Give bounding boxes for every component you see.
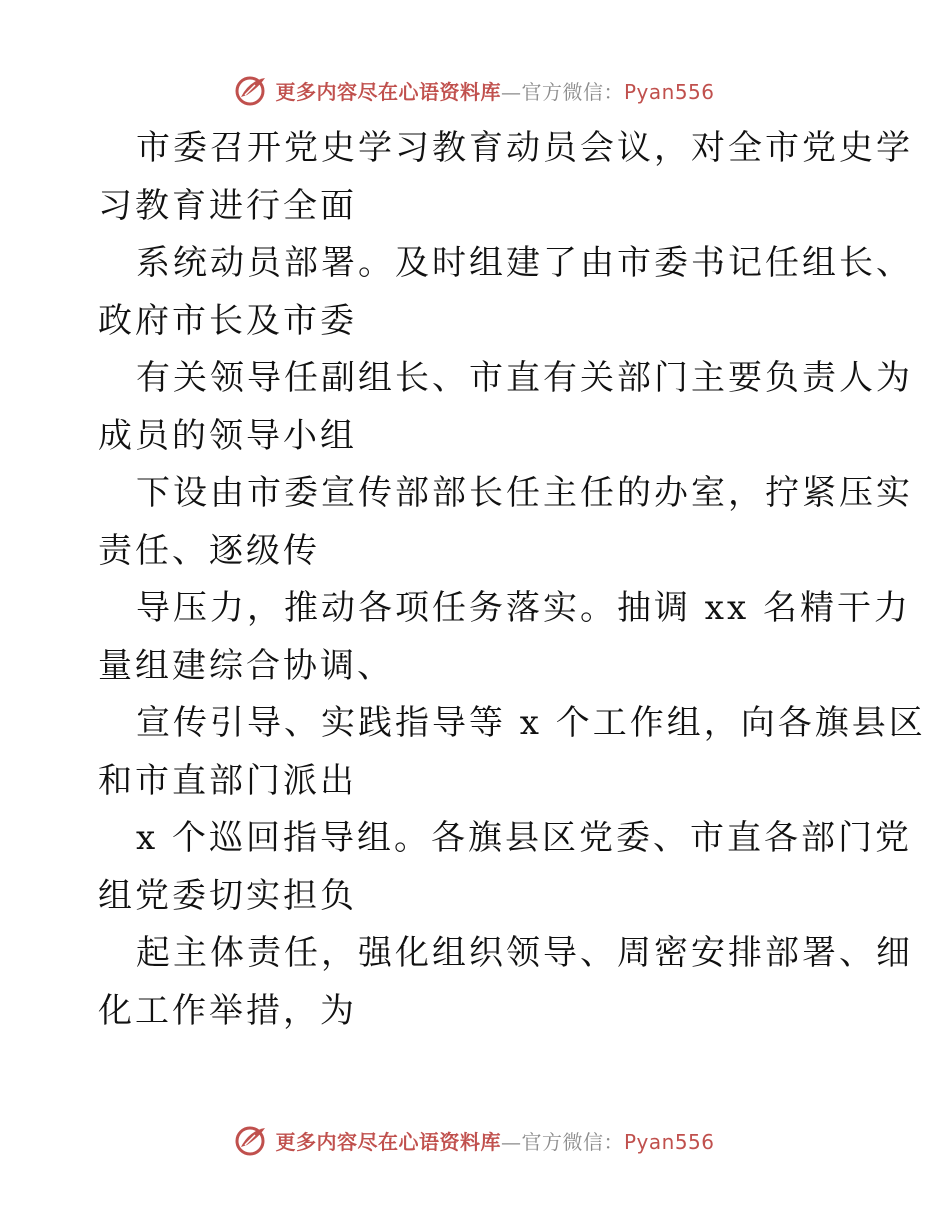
body-line: 市委召开党史学习教育动员会议，对全市党史学 xyxy=(136,128,913,168)
footer-banner-wechat-id: Pyan556 xyxy=(623,1129,715,1154)
body-line: 有关领导任副组长、市直有关部门主要负责人为 xyxy=(136,358,913,398)
body-line: 量组建综合协调、 xyxy=(98,645,394,686)
header-banner-text xyxy=(275,76,714,105)
header-banner-label: 官方微信： xyxy=(521,79,624,104)
footer-banner-label: 官方微信： xyxy=(521,1129,624,1154)
footer-banner-dash: — xyxy=(500,1129,522,1154)
body-line: 组党委切实担负 xyxy=(98,875,357,916)
header-banner-main: 更多内容尽在心语资料库 xyxy=(275,79,501,104)
body-line: 化工作举措，为 xyxy=(98,990,357,1031)
header-watermark-banner xyxy=(0,70,950,110)
pen-logo-icon xyxy=(235,1123,269,1157)
header-banner-wechat-id: Pyan556 xyxy=(623,79,715,104)
footer-banner-text xyxy=(275,1126,714,1155)
body-line: 下设由市委宣传部部长任主任的办室，拧紧压实 xyxy=(136,473,913,513)
footer-watermark-banner xyxy=(0,1120,950,1160)
body-line: 成员的领导小组 xyxy=(98,415,357,456)
body-line: 责任、逐级传 xyxy=(98,530,320,571)
body-line: 导压力，推动各项任务落实。抽调 xx 名精干力 xyxy=(136,588,911,628)
pen-logo-icon xyxy=(235,73,269,107)
body-line: 起主体责任，强化组织领导、周密安排部署、细 xyxy=(136,933,913,973)
document-body xyxy=(98,120,926,1040)
body-line: 习教育进行全面 xyxy=(98,185,357,226)
footer-banner-main: 更多内容尽在心语资料库 xyxy=(275,1129,501,1154)
body-line: 政府市长及市委 xyxy=(98,300,357,341)
body-line: x 个巡回指导组。各旗县区党委、市直各部门党 xyxy=(136,818,912,858)
header-banner-dash: — xyxy=(500,79,522,104)
body-line: 系统动员部署。及时组建了由市委书记任组长、 xyxy=(136,243,913,283)
body-line: 宣传引导、实践指导等 x 个工作组，向各旗县区 xyxy=(136,703,926,743)
body-line: 和市直部门派出 xyxy=(98,760,357,801)
